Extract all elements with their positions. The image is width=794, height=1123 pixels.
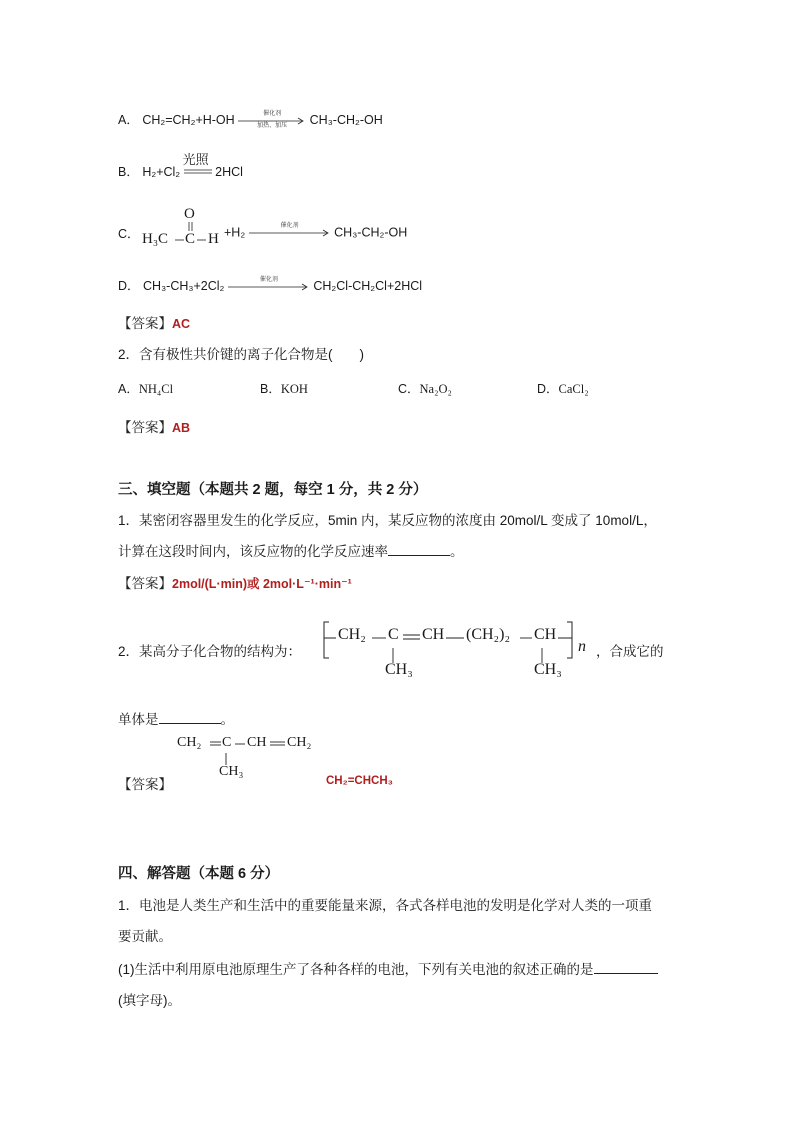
answer-2 <box>118 416 190 436</box>
s3-answer-1 <box>118 572 352 592</box>
option-label: A． <box>118 382 139 396</box>
equals-sign <box>182 151 212 183</box>
s4-q1-sub1-line2: (填字母)。 <box>118 993 181 1008</box>
option-c-label: C． <box>118 227 140 241</box>
option-b <box>118 151 243 183</box>
s4-q1-line1: 1．电池是人类生产和生活中的重要能量来源，各式各样电池的发明是化学对人类的一项重 <box>118 898 653 913</box>
mcq2-option-b <box>260 379 308 397</box>
section-4-title: 四、解答题（本题 6 分） <box>118 866 280 882</box>
option-b-reactants: H₂+Cl₂ <box>142 165 181 179</box>
s3-answer-2-value: CH₂=CHCH₃ <box>326 775 393 787</box>
polymer-ch3-a: CH₃ <box>385 661 413 678</box>
option-a <box>118 110 383 130</box>
period: 。 <box>220 712 234 727</box>
s3-q1-line2 <box>118 540 464 560</box>
option-d-products: CH₂Cl-CH₂Cl+2HCl <box>313 279 423 293</box>
polymer-ch3-b: CH₃ <box>534 661 562 678</box>
arrow-condition-top: 催化剂 <box>263 110 282 117</box>
polymer-structure <box>320 618 590 688</box>
period: 。 <box>450 544 464 559</box>
option-formula: KOH <box>280 382 308 396</box>
s4-q1-sub1-line1 <box>118 958 658 978</box>
option-a-label: A． <box>118 113 139 127</box>
monomer-ch3: CH₃ <box>219 764 244 779</box>
reaction-arrow <box>249 224 331 242</box>
mcq2-option-d <box>537 379 589 397</box>
double-line-icon <box>184 163 212 183</box>
answer-value: AB <box>172 421 191 435</box>
polymer-ch2: CH₂ <box>338 626 366 643</box>
option-label: D． <box>537 382 559 396</box>
monomer-structure <box>177 734 327 782</box>
monomer-ch: CH <box>247 735 267 750</box>
option-label: B． <box>260 382 281 396</box>
option-formula: CaCl₂ <box>558 382 589 396</box>
polymer-ch-end: CH <box>534 626 557 643</box>
s3-q2-prefix: 2．某高分子化合物的结构为： <box>118 644 302 659</box>
monomer-ch2-a: CH₂ <box>177 735 202 750</box>
option-a-reactants: CH₂=CH₂+H-OH <box>142 113 235 127</box>
monomer-c: C <box>222 735 232 750</box>
answer-blank[interactable] <box>594 961 658 974</box>
option-label: C． <box>398 382 420 396</box>
option-c-products: CH₃-CH₂-OH <box>334 225 408 240</box>
carbonyl-carbon: C <box>185 231 196 247</box>
arrow-icon <box>228 278 310 296</box>
answer-label: 【答案】 <box>118 576 172 591</box>
option-formula: Na₂O₂ <box>419 382 452 396</box>
option-d <box>118 276 422 296</box>
s3-q1-line1: 1．某密闭容器里发生的化学反应，5min 内，某反应物的浓度由 20mol/L 变成了 10mol/L， <box>118 513 657 528</box>
s3-q1-line2-text: 计算在这段时间内，该反应物的化学反应速率 <box>118 544 388 559</box>
polymer-ch2-2: (CH₂)₂ <box>466 626 511 643</box>
s4-q1-sub1-text: (1)生活中利用原电池原理生产了各种各样的电池，下列有关电池的叙述正确的是 <box>118 962 594 977</box>
s3-q2-line2 <box>118 708 234 728</box>
methyl-group: H₃C <box>142 231 169 247</box>
answer-blank[interactable] <box>159 711 221 724</box>
arrow-condition-top: 催化剂 <box>280 223 299 229</box>
s3-answer-2-label: 【答案】 <box>118 777 172 792</box>
answer-value: 2mol/(L·min)或 2mol·L⁻¹·min⁻¹ <box>172 577 352 591</box>
arrow-condition-top: 催化剂 <box>259 276 278 283</box>
answer-blank[interactable] <box>388 543 450 556</box>
arrow-icon <box>249 224 331 242</box>
answer-value: AC <box>172 317 191 331</box>
option-c-hydrogen: +H₂ <box>224 225 246 240</box>
monomer-ch2-b: CH₂ <box>287 735 312 750</box>
mcq2-option-a <box>118 379 173 397</box>
arrow-condition-bottom: 加热、加压 <box>257 122 288 129</box>
s3-q2-line2-text: 单体是 <box>118 712 159 727</box>
oxygen-atom: O <box>184 206 195 222</box>
light-condition: 光照 <box>182 151 209 167</box>
reaction-arrow <box>238 112 306 130</box>
option-d-label: D． <box>118 279 140 293</box>
hydrogen-atom: H <box>208 231 219 247</box>
section-3-title: 三、填空题（本题共 2 题，每空 1 分，共 2 分） <box>118 482 428 498</box>
option-b-label: B． <box>118 165 139 179</box>
answer-1 <box>118 312 190 332</box>
reaction-arrow <box>228 278 310 296</box>
s3-q2-suffix: ，合成它的 <box>596 644 664 659</box>
option-b-products: 2HCl <box>215 165 243 179</box>
answer-label: 【答案】 <box>118 316 172 331</box>
option-a-products: CH₃-CH₂-OH <box>309 113 383 127</box>
option-c-rest <box>224 224 407 242</box>
option-d-reactants: CH₃-CH₃+2Cl₂ <box>143 279 225 293</box>
s4-q1-line2: 要贡献。 <box>118 929 172 944</box>
answer-label: 【答案】 <box>118 420 172 435</box>
acetaldehyde-structure <box>142 206 224 252</box>
mcq2-option-c <box>398 379 452 397</box>
option-formula: NH₄Cl <box>138 382 174 396</box>
polymer-n: n <box>578 638 586 655</box>
polymer-ch: CH <box>422 626 445 643</box>
question-2: 2．含有极性共价键的离子化合物是( ) <box>118 347 364 362</box>
polymer-c: C <box>388 626 399 643</box>
